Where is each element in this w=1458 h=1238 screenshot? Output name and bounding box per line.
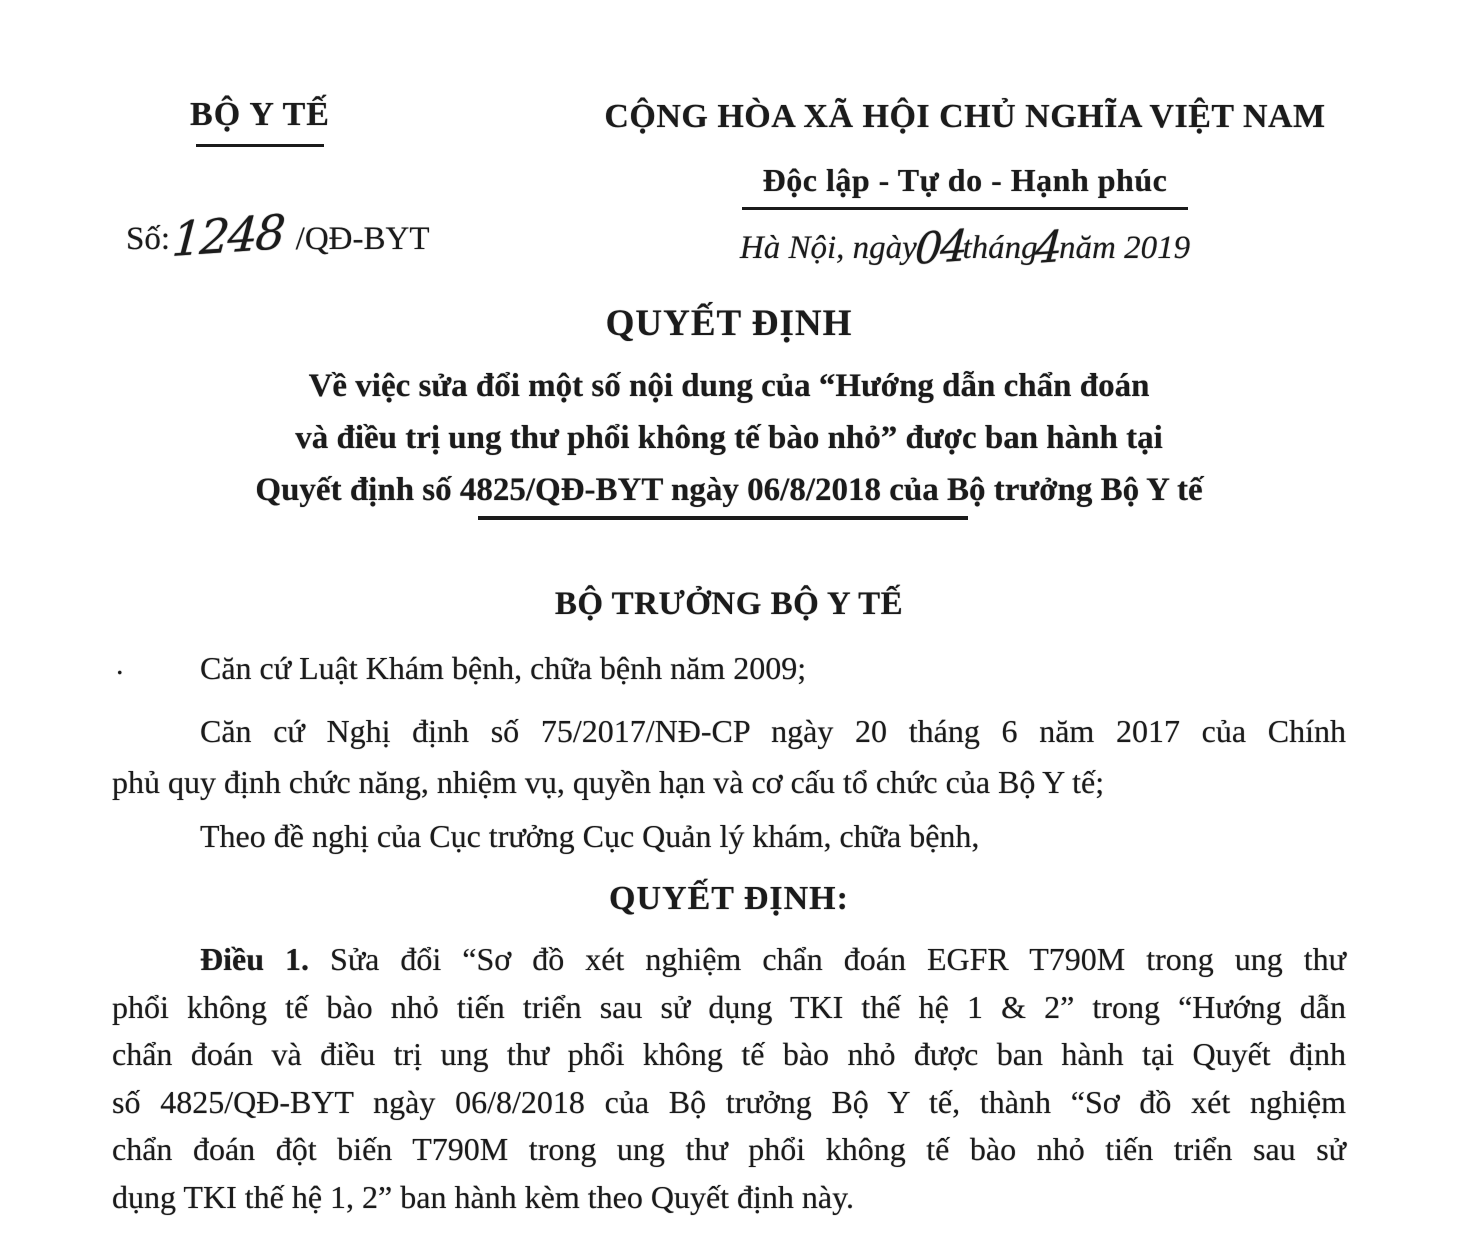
issuer-underline [196,144,324,147]
place-date-line [545,219,1385,275]
number-label: Số: [126,221,171,257]
article-1-line-6: dụng TKI thế hệ 1, 2” ban hành kèm theo Quyết định này. [112,1178,855,1215]
document-title: QUYẾT ĐỊNH [605,303,853,344]
article-1-line-1-text: Sửa đổi “Sơ đồ xét nghiệm chẩn đoán EGFR T790M trong ung thư [330,941,1347,977]
handwritten-day: 04 [913,221,968,275]
document-subtitle [110,360,1348,516]
dateline-suffix: năm 2019 [1059,230,1191,266]
decision-heading: QUYẾT ĐỊNH: [609,880,849,917]
article-1-line-4: số 4825/QĐ-BYT ngày 06/8/2018 của Bộ trưởng Bộ Y tế, thành “Sơ đồ xét nghiệm [112,1083,1346,1120]
handwritten-number: 1248 [170,204,286,269]
national-motto: Độc lập - Tự do - Hạnh phúc [762,162,1168,198]
dateline-thang: tháng [962,230,1038,266]
issuer-name: BỘ Y TẾ [190,96,330,133]
handwritten-month: 4 [1032,221,1062,275]
recital-1: Căn cứ Luật Khám bệnh, chữa bệnh năm 2009; [200,650,807,686]
subtitle-line-1: Về việc sửa đổi một số nội dung của “Hướng dẫn chẩn đoán [308,368,1150,404]
national-header-block [545,98,1385,275]
recital-2-line-2: phủ quy định chức năng, nhiệm vụ, quyền hạn và cơ cấu tổ chức của Bộ Y tế; [112,764,1105,800]
motto-underline [742,207,1188,210]
recital-2-line-1: Căn cứ Nghị định số 75/2017/NĐ-CP ngày 20 tháng 6 năm 2017 của Chính [200,713,1346,749]
title-separator-rule [478,516,968,520]
national-title: CỘNG HÒA XÃ HỘI CHỦ NGHĨA VIỆT NAM [604,98,1326,135]
article-1-line-3: chẩn đoán và điều trị ung thư phổi không tế bào nhỏ được ban hành tại Quyết định [112,1036,1346,1072]
recital-3: Theo đề nghị của Cục trưởng Cục Quản lý khám, chữa bệnh, [200,818,980,854]
document-number [126,204,430,269]
subtitle-line-3: Quyết định số 4825/QĐ-BYT ngày 06/8/2018 của Bộ trưởng Bộ Y tế [255,472,1203,508]
article-1-line-2: phổi không tế bào nhỏ tiến triển sau sử dụng TKI thế hệ 1 & 2” trong “Hướng dẫn [112,988,1346,1025]
article-1 [112,936,1346,1221]
subtitle-line-2: và điều trị ung thư phổi không tế bào nhỏ” được ban hành tại [295,420,1163,456]
dateline-prefix: Hà Nội, ngày [739,230,917,266]
article-1-line-5: chẩn đoán đột biến T790M trong ung thư phổi không tế bào nhỏ tiến triển sau sử [112,1131,1346,1167]
number-suffix: /QĐ-BYT [295,221,430,257]
article-1-line-1 [112,936,1346,984]
authority-heading: BỘ TRƯỞNG BỘ Y TẾ [554,586,904,622]
issuer-block [115,96,405,147]
article-1-label: Điều 1. [200,941,310,977]
scan-artifact-dot: . [116,648,124,681]
recital-2 [112,706,1346,808]
